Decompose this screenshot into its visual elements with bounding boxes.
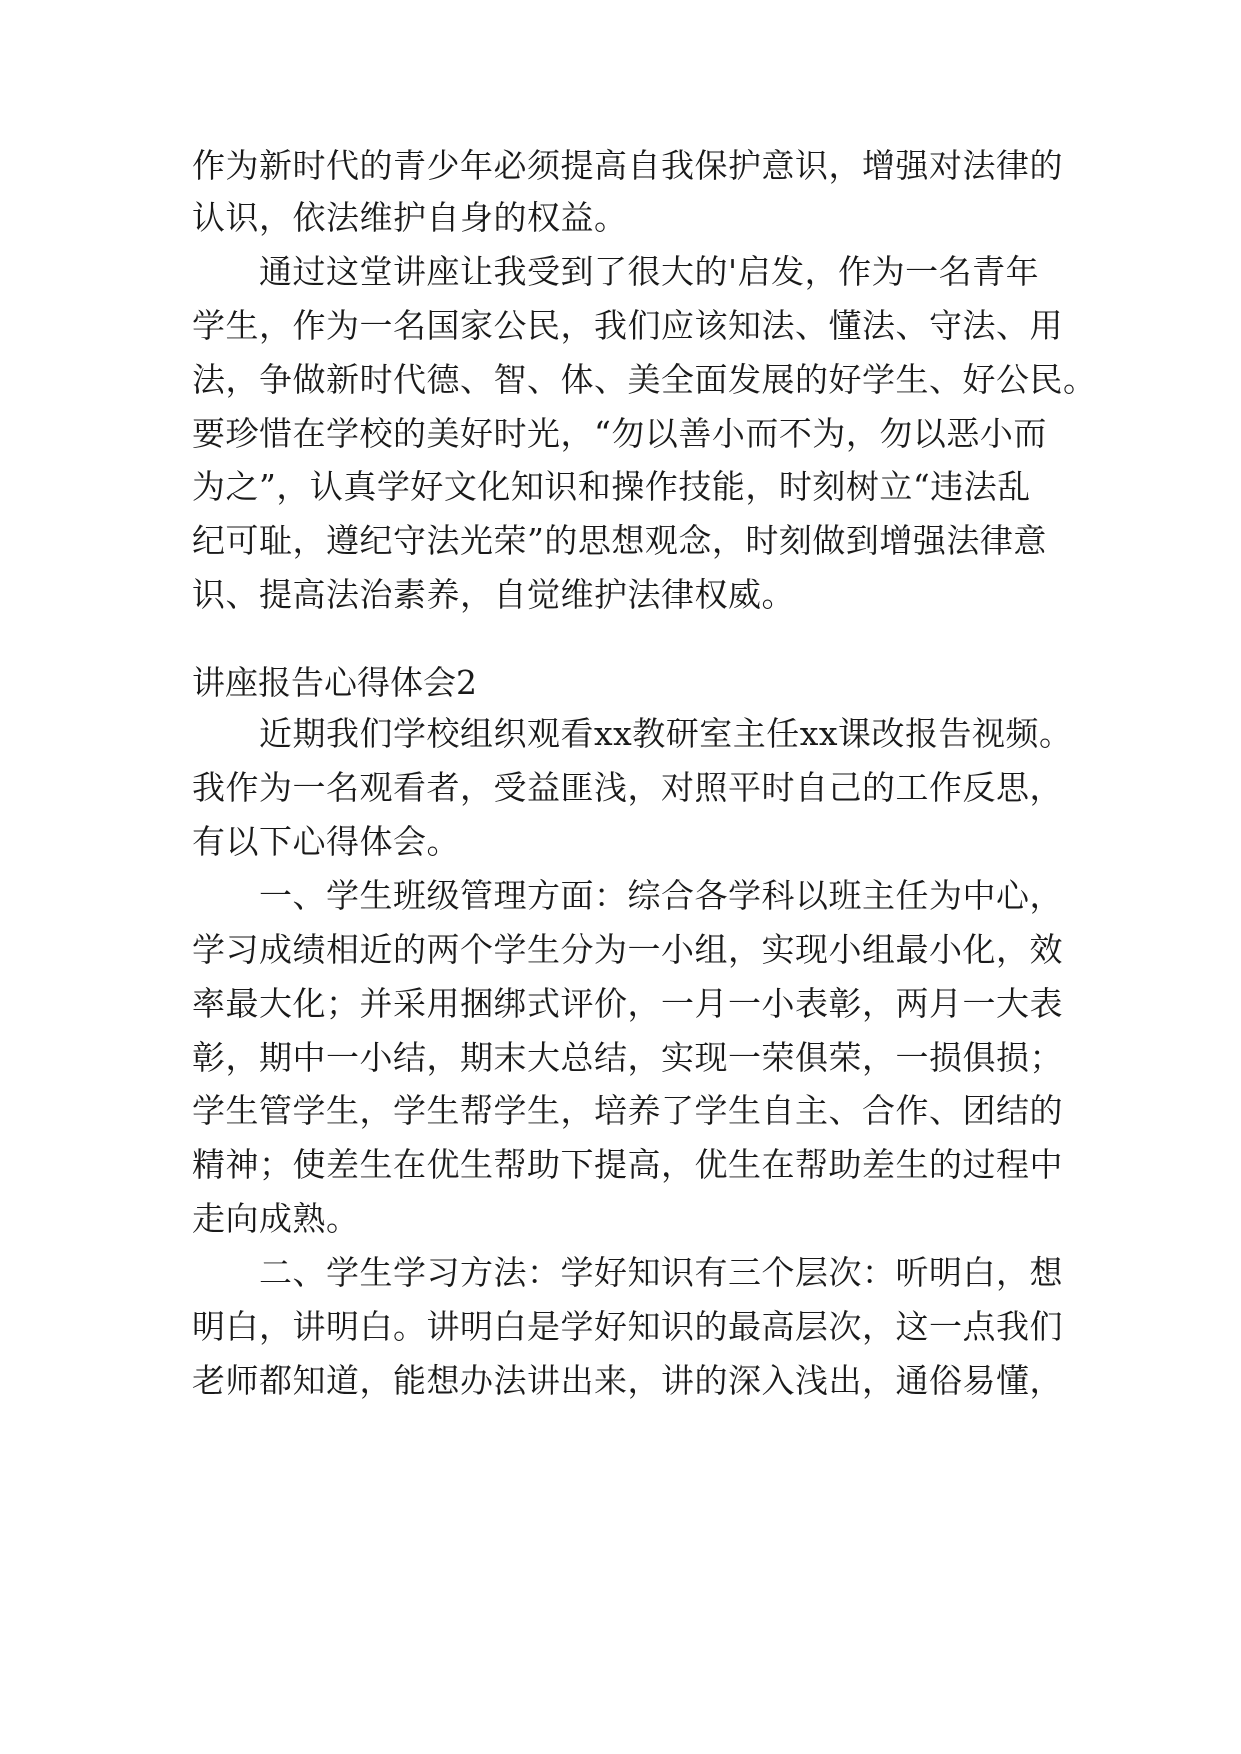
section-heading: 讲座报告心得体会2 [192,663,477,702]
paragraph-line: 近期我们学校组织观看xx教研室主任xx课改报告视频。 [192,714,1073,753]
paragraph-line: 法，争做新时代德、智、体、美全面发展的好学生、好公民。 [192,360,1097,399]
paragraph-line: 有以下心得体会。 [192,822,460,861]
paragraph-line: 为之”，认真学好文化知识和操作技能，时刻树立“违法乱 [192,467,1031,506]
paragraph-line: 学生管学生，学生帮学生，培养了学生自主、合作、团结的 [192,1091,1063,1130]
paragraph-line: 作为新时代的青少年必须提高自我保护意识，增强对法律的 [192,146,1063,185]
paragraph-line: 我作为一名观看者，受益匪浅，对照平时自己的工作反思， [192,768,1063,807]
paragraph-line: 要珍惜在学校的美好时光，“勿以善小而不为，勿以恶小而 [192,414,1047,453]
paragraph-line: 率最大化；并采用捆绑式评价，一月一小表彰，两月一大表 [192,984,1063,1023]
paragraph-line: 彰，期中一小结，期末大总结，实现一荣俱荣，一损俱损； [192,1038,1063,1077]
paragraph-line: 老师都知道，能想办法讲出来，讲的深入浅出，通俗易懂， [192,1361,1063,1400]
paragraph-line: 走向成熟。 [192,1199,360,1238]
paragraph-line: 一、学生班级管理方面：综合各学科以班主任为中心， [192,876,1063,915]
paragraph-line: 明白，讲明白。讲明白是学好知识的最高层次，这一点我们 [192,1307,1063,1346]
paragraph-line: 认识，依法维护自身的权益。 [192,198,628,237]
paragraph-line: 通过这堂讲座让我受到了很大的'启发，作为一名青年 [192,252,1040,291]
paragraph-line: 纪可耻，遵纪守法光荣”的思想观念，时刻做到增强法律意 [192,521,1047,560]
paragraph-line: 识、提高法治素养，自觉维护法律权威。 [192,575,795,614]
paragraph-line: 学生，作为一名国家公民，我们应该知法、懂法、守法、用 [192,306,1063,345]
paragraph-line: 精神；使差生在优生帮助下提高，优生在帮助差生的过程中 [192,1145,1063,1184]
paragraph-line: 学习成绩相近的两个学生分为一小组，实现小组最小化，效 [192,930,1063,969]
paragraph-line: 二、学生学习方法：学好知识有三个层次：听明白，想 [192,1253,1063,1292]
